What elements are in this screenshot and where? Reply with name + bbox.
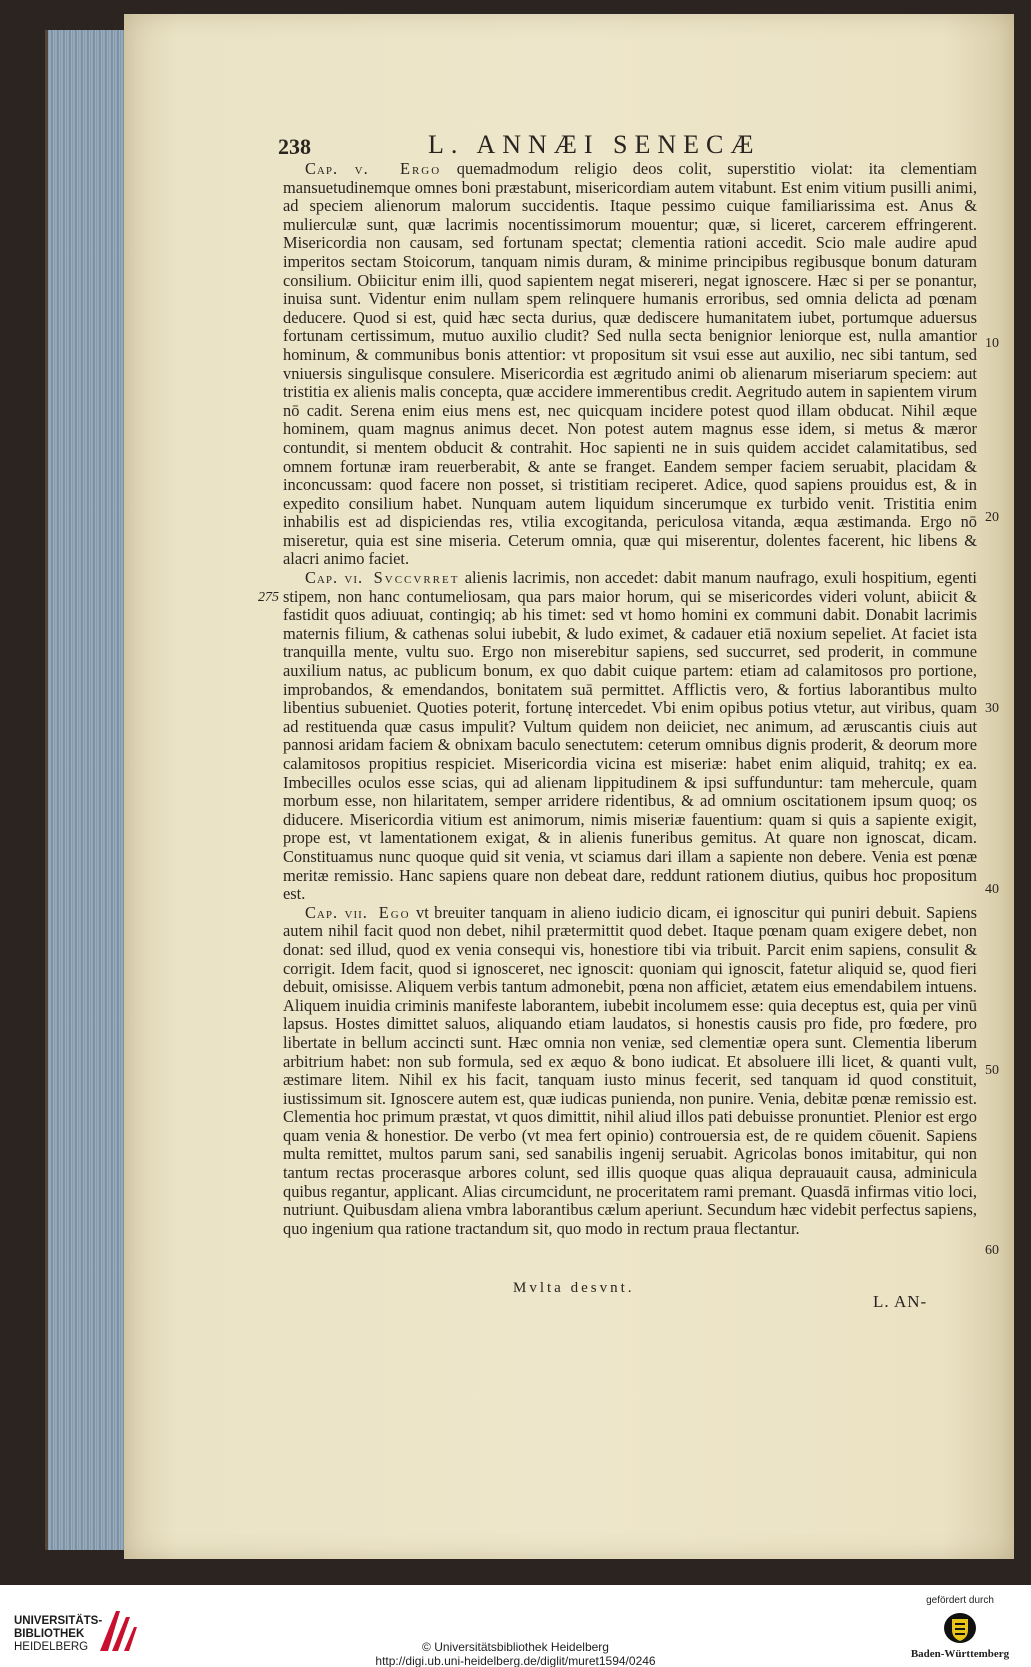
running-head: L. ANNÆI SENECÆ [428, 130, 761, 159]
chapter-text: vt breuiter tanquam in alieno iudicio dicam, ei ignoscitur qui puniri debuit. Sapiens autem nihil facit quod non debet, nihil prætermittit quod debet. Itaque pœnam quam exigere debet, non donat: sed illud, quod ex venia consequi vis, honestiore tibi via tribuit. Parcit enim sapiens, consulit & corrigit. Idem facit, quod si ignosceret, nec ignoscit: quoniam qui ignoscit, fatetur aliquid se, quod fieri debuit, omisisse. Aliquem verbis tantum admonebit, pœna non afficiet, ætatem eius emendabilem intuens. Aliquem inuidia criminis manifeste laborantem, iubebit incolumem esse: quia deceptus est, quia per vinū lapsus. Hostes dimittet saluos, aliquando etiam laudatos, si honestis causis pro fide, pro fœdere, pro libertate in bellum accincti sunt. Hæc omnia non veniæ, sed clementiæ opera sunt. Clementia liberum arbitrium habet: non sub formula, sed ex æquo & bono iudicat. Et absoluere illi licet, & quanti vult, æstimare litem. Nihil ex his facit, tanquam iusto minus fecerit, sed tanquam id quod constituit, iustissimum sit. Ignoscere autem est, quæ iudicas punienda, non punire. Venia, debitæ pœnæ remissio est. Clementia hoc primum præstat, vt quos dimittit, nihil aliud illos pati debuisse pronuntiet. Plenior est ergo quam venia & honestior. De verbo (vt mea fert opinio) controuersia est, de re quidem cōuenit. Sapiens multa remittet, multos parum sani, sed sanabilis ingenij seruabit. Agricolas bonos imitabitur, qui non tantum rectas procerasque arbores colunt, sed illis quoque quas aliqua deprauauit causa, adminicula quibus regantur, applicant. Alias circumcidunt, ne proceritatem rami premant. Quasdā infirmas vitio loci, nutriunt. Quibusdam aliena vmbra laborantibus cælum aperiunt. Secundum hæc videbit perfectus sapiens, quo ingenium qua ratione tractandum sit, quo modo in rectum praua flectantur. [283, 902, 977, 1238]
margin-line-number: 20 [985, 510, 999, 525]
state-crest-icon [943, 1612, 977, 1644]
book-page-edges [45, 30, 127, 1550]
chapter-7 [283, 904, 977, 1239]
margin-line-number: 60 [985, 1243, 999, 1258]
chapter-text: alienis lacrimis, non accedet: dabit manum naufrago, exuli hospitium, egenti stipem, non hanc contumeliosam, qua pars maior horum, qui se misericordes videri volunt, abiicit & fastidit quos adiuuat, contingiq; ab his timet: sed vt homo homini ex communi dabit. Donabit lacrimis maternis filium, & cathenas solui iubebit, & ludo eximet, & cadauer etiā noxium sepeliet. At faciet ista tranquilla mente, vultu suo. Ergo non miserebitur sapiens, sed succurret, sed proderit, in commune auxilium natus, ac publicum bonum, ex quo dabit cuique partem: etiam ad calamitosos pro portione, improbandos, & emendandos, bonitatem suā permittet. Afflictis vero, & fortius laborantibus multo libentius subueniet. Quoties poterit, fortunę intercedet. Vbi enim opibus potius vtetur, aut viribus, quam ad restituenda quæ casus impulit? Vultum quidem non deiiciet, nec animum, ad æruscantis ciuis aut pannosi aridam faciem & obnixam baculo senectutem: ceterum omnibus dignis proderit, & deorum more calamitosos propitius respiciet. Misericordia vicina est miseriæ: habet enim aliquid, trahitq; ex ea. Imbecilles oculos esse scias, qui ad alienam lippitudinem & ipsi suffunduntur: tam mehercule, quam morbum esse, non hilaritatem, semper arridere ridentibus, & ad omnium oscitationem ipsum quoq; os diducere. Misericordia vitium est animorum, nimis miseriæ fauentium: quam si quis a sapiente exigit, prope est, vt lamentationem exigat, & in alienis funeribus gemitus. At quare non ignoscat, dicam. Constituamus nunc quoque quid sit venia, vt sciamus dari illam a sapiente non debere. Venia est pœnæ meritæ remissio. Hanc sapiens quare non debeat dare, reddunt rationem diutius, quibus hoc propositum est. [283, 568, 977, 904]
page-footer [283, 1278, 977, 1311]
library-name-line3: HEIDELBERG [14, 1641, 89, 1653]
margin-line-number: 40 [985, 882, 999, 897]
copyright-text: © Universitätsbibliothek Heidelberg [422, 1640, 609, 1654]
chapter-first-word: Ego [378, 902, 411, 922]
chapter-text: quemadmodum religio deos colit, superstitio violat: ita clementiam mansuetudinemque omnes boni præstabunt, misericordiam autem vitabunt. Est enim vitium pusilli animi, ad speciem alienorum malorum succidentis. Itaque pessimo cuique familiarissima est. Anus & mulierculæ sunt, quæ lacrimis nocentissimorum mouentur; quæ, si liceret, carcerem effringerent. Misericordia non causam, sed fortunam spectat; clementia rationi accedit. Scio male audire apud imperitos sectam Stoicorum, tanquam nimis duram, & minime principibus regibusque bonum daturam consilium. Obiicitur enim illi, quod sapientem negat misereri, negat ignoscere. Hæc si per se ponantur, inuisa sunt. Videntur enim nullam spem relinquere humanis erroribus, sed omnia delicta ad pœnam deducere. Quod si est, quid hæc secta durius, quæ dediscere humanitatem iubet, portumque aduersus fortunam certissimum, mutuo auxilio cludit? Sed nulla secta benignior leniorque est, nulla amantior hominum, & communibus bonis attentior: vt propositum sit vsui esse aut auxilio, nec sibi tantum, sed vniuersis singulisque consulere. Misericordia est ægritudo animi ob alienarum miseriarum speciem: aut tristitia ex alienis malis concepta, quæ accidere immerentibus credit. Aegritudo autem in sapientem virum nō cadit. Serena enim eius mens est, nec quicquam incidere potest quod illam obducat. Nihil æque hominem, quam magnus animus decet. Non potest autem magnus esse idem, si metus & mæror contundit, si mentem obducit & contrahit. Hoc sapienti ne in suis quidem accidet calamitatibus, sed omnem fortunæ iram reuerberabit, & ante se franget. Eandem semper faciem seruabit, placidam & inconcussam: quod facere non posset, si tristitiam reciperet. Adice, quod sapiens prouidus est, & in expedito consilium habet. Nunquam autem liquidum sincerumque ex turbido venit. Tristitia enim inhabilis est ad dispiciendas res, vtilia excogitanda, periculosa vitanda, æqua æstimanda. Ergo nō miseretur, quia est sine miseria. Ceterum omnia, quæ qui miserentur, dolentes facerent, hic libens & alacri animo faciet. [283, 159, 977, 569]
chapter-6 [283, 569, 977, 904]
chapter-5 [283, 160, 977, 569]
margin-line-number: 50 [985, 1063, 999, 1078]
chapter-label: Cap. vi. [305, 568, 364, 588]
chapter-label: Cap. vii. [305, 902, 368, 922]
chapter-first-word: Ergo [399, 159, 442, 178]
main-text [283, 160, 977, 1520]
permalink[interactable]: http://digi.ub.uni-heidelberg.de/diglit/muret1594/0246 [375, 1654, 656, 1667]
sponsor-label: gefördert durch [926, 1595, 994, 1606]
page-number: 238 [278, 134, 311, 159]
catchword: L. AN- [873, 1292, 928, 1311]
lacuna-note: Mvlta desvnt. [513, 1280, 635, 1296]
viewer-footer [0, 1585, 1031, 1667]
chapter-label: Cap. v. [305, 159, 369, 178]
margin-line-number: 30 [985, 701, 999, 716]
sponsor-name: Baden-Württemberg [910, 1648, 1010, 1660]
copyright-block [0, 1640, 1031, 1667]
library-name-line1: UNIVERSITÄTS- [14, 1615, 103, 1627]
margin-line-number: 10 [985, 336, 999, 351]
library-name-line2: BIBLIOTHEK [14, 1628, 85, 1640]
chapter-first-word: Svccvrret [373, 568, 460, 588]
margin-reference-number: 275 [258, 590, 279, 605]
sponsor-block [900, 1595, 1020, 1660]
